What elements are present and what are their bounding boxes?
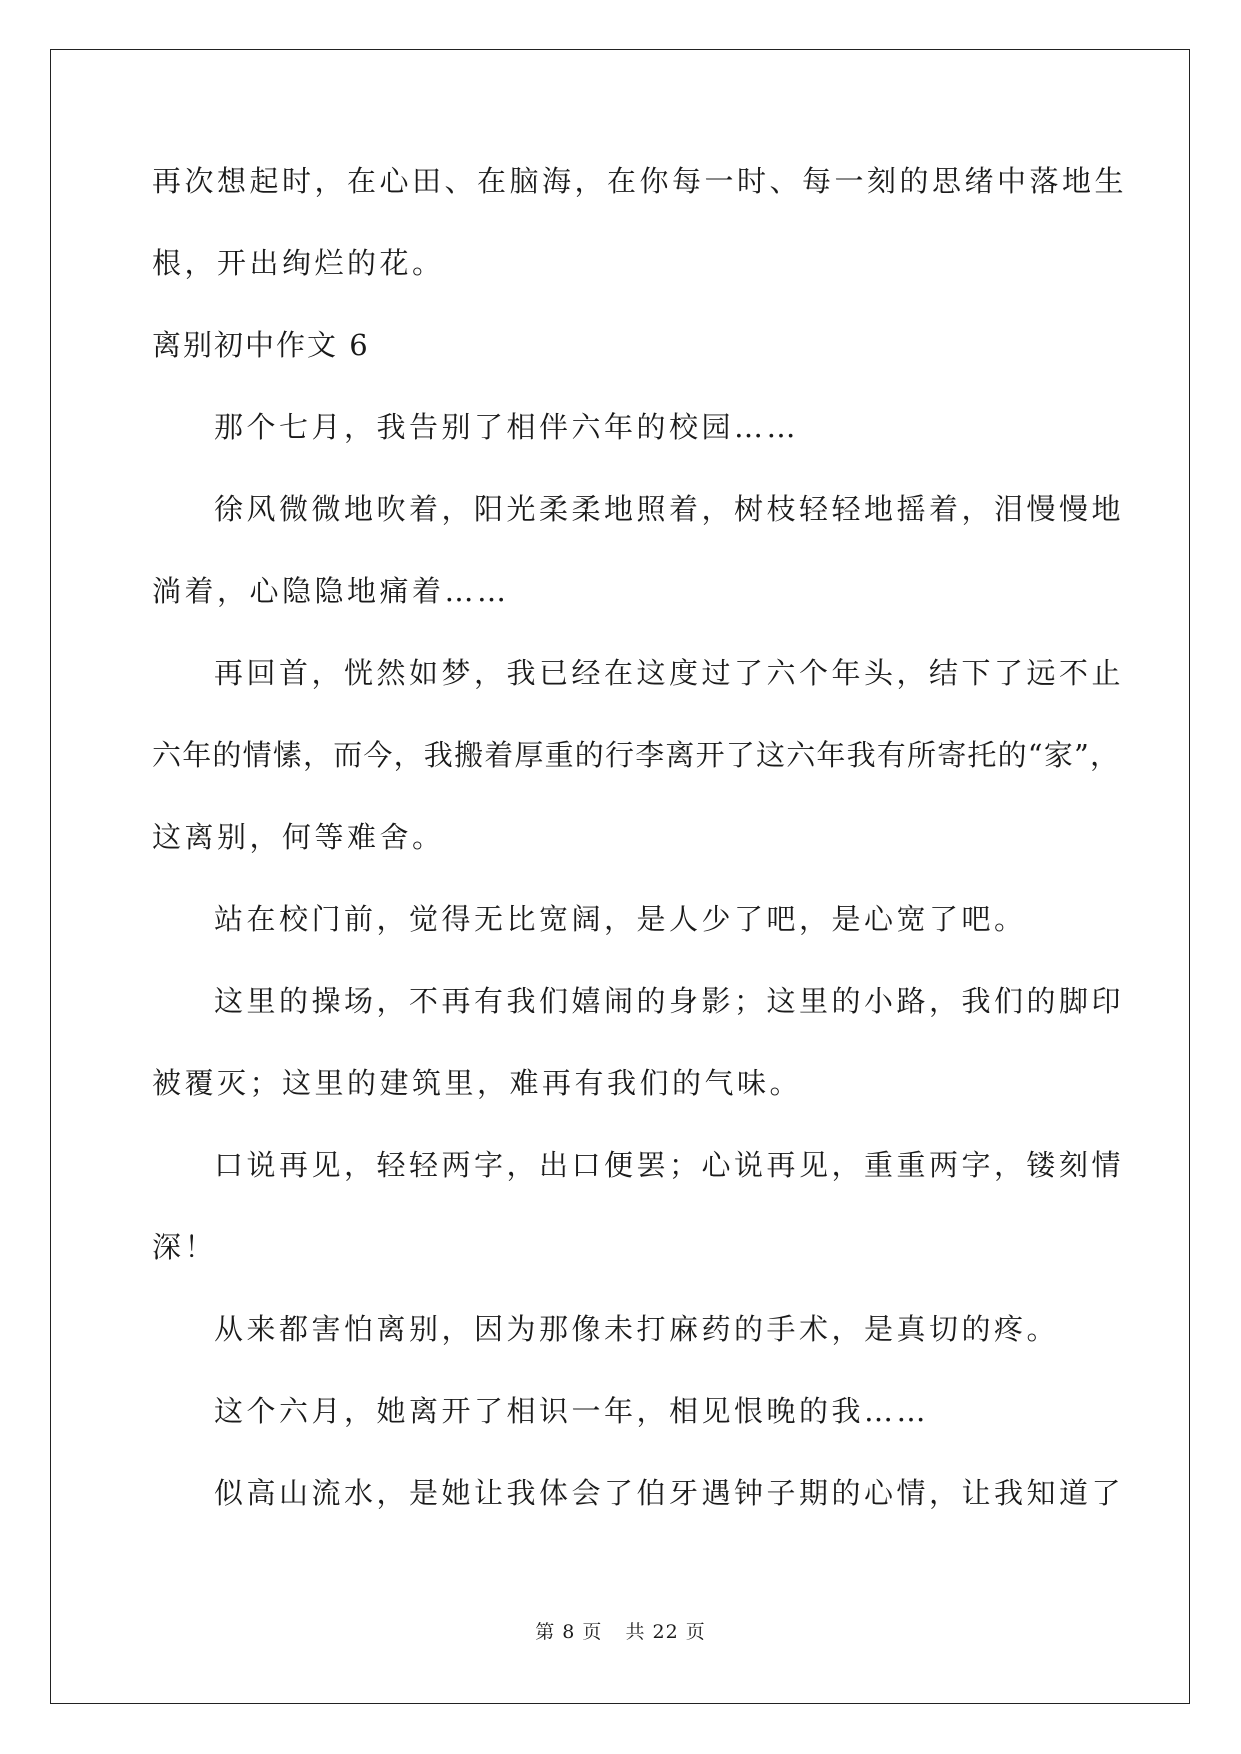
- page-footer: [0, 1617, 1241, 1644]
- paragraph-line: 深！: [152, 1230, 218, 1264]
- paragraph-line: 站在校门前，觉得无比宽阔，是人少了吧，是心宽了吧。: [214, 902, 1027, 936]
- paragraph-line: 六年的情愫，而今，我搬着厚重的行李离开了这六年我有所寄托的“家”，: [152, 738, 1121, 772]
- paragraph-line: 这个六月，她离开了相识一年，相见恨晚的我……: [214, 1394, 930, 1428]
- paragraph-line: 那个七月，我告别了相伴六年的校园……: [214, 410, 800, 444]
- paragraph-line: 淌着，心隐隐地痛着……: [152, 574, 510, 608]
- paragraph-line: 根，开出绚烂的花。: [152, 246, 445, 280]
- page-total: 共 22 页: [625, 1621, 706, 1643]
- paragraph-line: 似高山流水，是她让我体会了伯牙遇钟子期的心情，让我知道了: [214, 1476, 1125, 1510]
- paragraph-line: 再次想起时，在心田、在脑海，在你每一时、每一刻的思绪中落地生: [152, 164, 1128, 198]
- paragraph-line: 这离别，何等难舍。: [152, 820, 445, 854]
- paragraph-line: 口说再见，轻轻两字，出口便罢；心说再见，重重两字，镂刻情: [214, 1148, 1125, 1182]
- paragraph-line: 被覆灭；这里的建筑里，难再有我们的气味。: [152, 1066, 803, 1100]
- paragraph-line: 再回首，恍然如梦，我已经在这度过了六个年头，结下了远不止: [214, 656, 1125, 690]
- paragraph-line: 这里的操场，不再有我们嬉闹的身影；这里的小路，我们的脚印: [214, 984, 1125, 1018]
- section-heading: 离别初中作文 6: [152, 328, 370, 362]
- document-body: [152, 160, 1128, 1554]
- paragraph-line: 从来都害怕离别，因为那像未打麻药的手术，是真切的疼。: [214, 1312, 1060, 1346]
- page-number: 第 8 页: [535, 1621, 603, 1643]
- paragraph-line: 徐风微微地吹着，阳光柔柔地照着，树枝轻轻地摇着，泪慢慢地: [214, 492, 1125, 526]
